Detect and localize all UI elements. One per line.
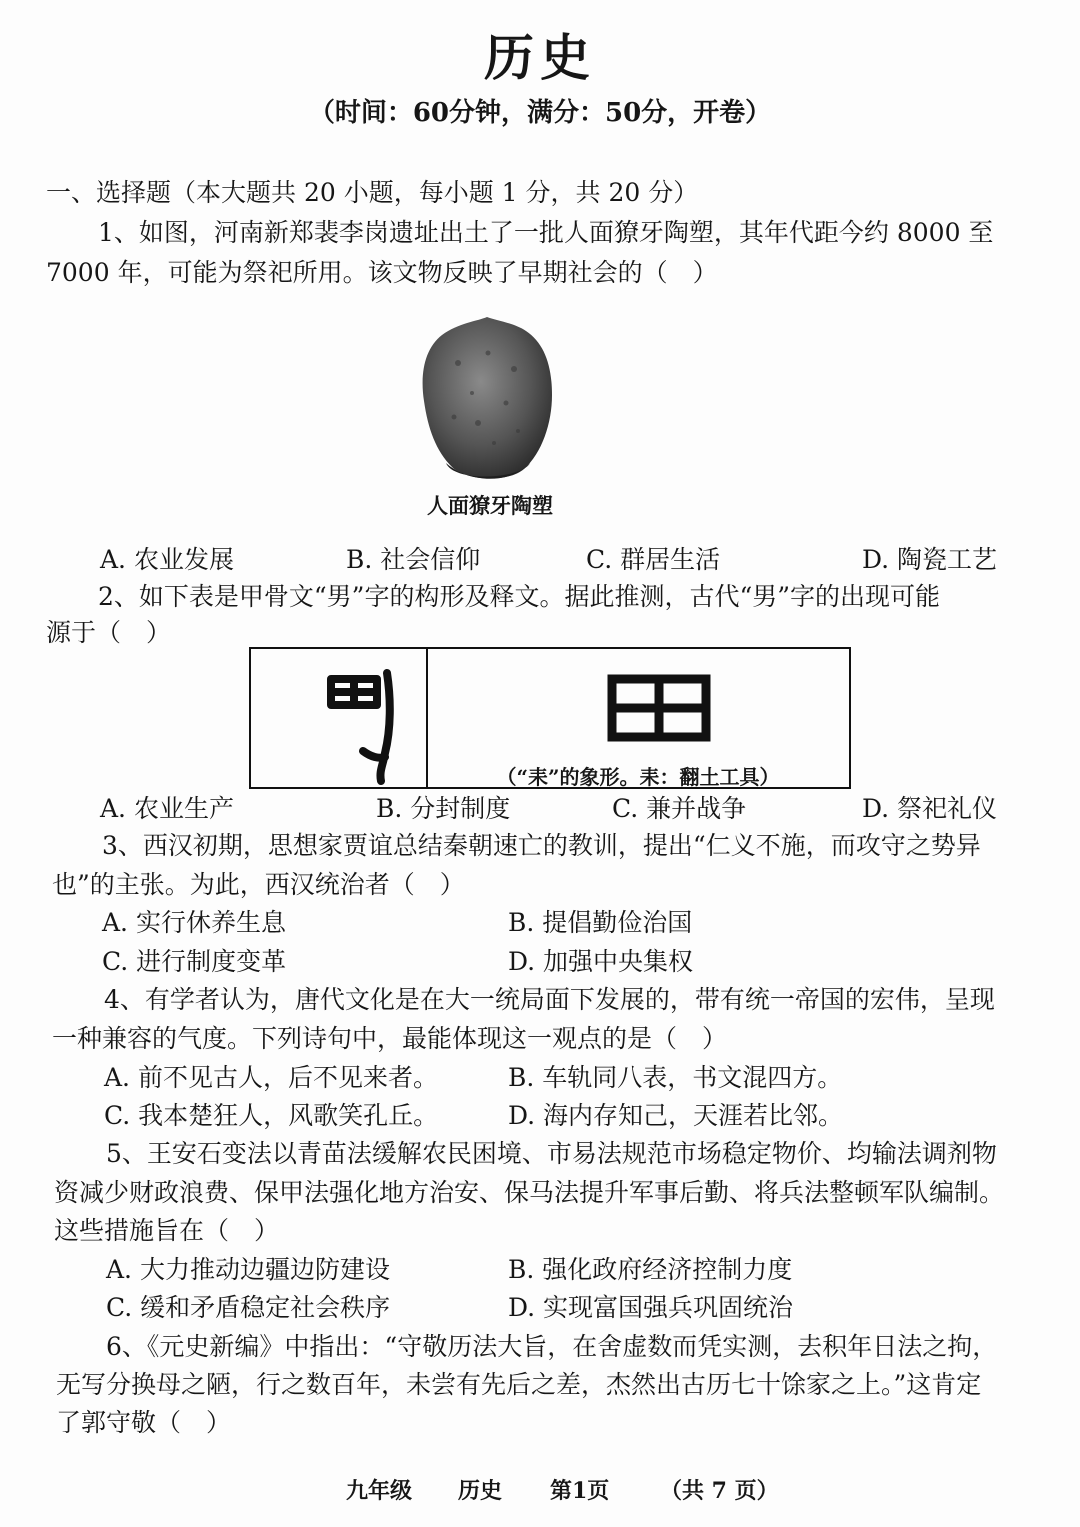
- q1-stem-line2: 7000 年，可能为祭祀所用。该文物反映了早期社会的（ ）: [46, 258, 718, 287]
- q2-stem-line2: 源于（ ）: [46, 618, 172, 647]
- q5-option-a[interactable]: A. 大力推动边疆边防建设: [106, 1255, 390, 1284]
- q3-option-d[interactable]: D. 加强中央集权: [508, 947, 694, 976]
- artifact-pottery-image: [418, 313, 556, 491]
- oracle-male-glyph: [251, 649, 426, 787]
- q2-option-b[interactable]: B. 分封制度: [376, 794, 511, 823]
- footer-total-pages: （共 7 页）: [660, 1478, 779, 1504]
- q1-option-c[interactable]: C. 群居生活: [586, 545, 721, 574]
- footer-page-number: 第1页: [550, 1478, 610, 1504]
- q5-option-b[interactable]: B. 强化政府经济控制力度: [508, 1255, 793, 1284]
- q3-stem-line2: 也”的主张。为此，西汉统治者（ ）: [52, 870, 465, 899]
- q4-stem-line2: 一种兼容的气度。下列诗句中，最能体现这一观点的是（ ）: [52, 1024, 728, 1053]
- q4-option-a[interactable]: A. 前不见古人，后不见来者。: [104, 1063, 438, 1092]
- exam-info: （时间：60分钟，满分：50分，开卷）: [308, 98, 772, 128]
- q3-option-c[interactable]: C. 进行制度变革: [102, 947, 287, 976]
- q4-option-b[interactable]: B. 车轨同八表，书文混四方。: [508, 1063, 843, 1092]
- section-heading: 一、选择题（本大题共 20 小题，每小题 1 分，共 20 分）: [46, 178, 699, 207]
- q5-option-c[interactable]: C. 缓和矛盾稳定社会秩序: [106, 1293, 391, 1322]
- q1-option-d[interactable]: D. 陶瓷工艺: [862, 545, 998, 574]
- q3-option-b[interactable]: B. 提倡勤俭治国: [508, 908, 693, 937]
- q5-option-d[interactable]: D. 实现富国强兵巩固统治: [508, 1293, 794, 1322]
- table-caption: （“耒”的象形。耒：翻土工具）: [496, 765, 780, 789]
- footer-subject: 历史: [458, 1478, 503, 1504]
- q4-option-c[interactable]: C. 我本楚狂人，风歌笑孔丘。: [104, 1101, 439, 1130]
- q3-option-a[interactable]: A. 实行休养生息: [102, 908, 286, 937]
- q6-stem-line3: 了郭守敬（ ）: [56, 1408, 232, 1437]
- q3-stem-line1: 3、西汉初期，思想家贾谊总结秦朝速亡的教训，提出“仁义不施，而攻守之势异: [102, 831, 981, 860]
- q1-option-a[interactable]: A. 农业发展: [100, 545, 234, 574]
- q1-option-b[interactable]: B. 社会信仰: [346, 545, 481, 574]
- q2-option-c[interactable]: C. 兼并战争: [612, 794, 747, 823]
- q4-stem-line1: 4、有学者认为，唐代文化是在大一统局面下发展的，带有统一帝国的宏伟，呈现: [104, 985, 995, 1014]
- q2-option-a[interactable]: A. 农业生产: [100, 794, 234, 823]
- q5-stem-line2: 资减少财政浪费、保甲法强化地方治安、保马法提升军事后勤、将兵法整顿军队编制。: [54, 1178, 1005, 1207]
- q6-stem-line2: 无写分换母之陋，行之数百年，未尝有先后之差，杰然出古历七十馀家之上。”这肯定: [56, 1370, 982, 1399]
- oracle-field-glyph: [428, 649, 849, 759]
- q2-option-d[interactable]: D. 祭祀礼仪: [862, 794, 998, 823]
- oracle-field-glyph-cell: [428, 649, 849, 787]
- q5-stem-line3: 这些措施旨在（ ）: [54, 1216, 280, 1245]
- q2-stem-line1: 2、如下表是甲骨文“男”字的构形及释文。据此推测，古代“男”字的出现可能: [98, 582, 941, 611]
- page-title: 历史: [484, 28, 596, 87]
- page-footer: [0, 1474, 1080, 1508]
- q5-stem-line1: 5、王安石变法以青苗法缓解农民困境、市易法规范市场稳定物价、均输法调剂物: [106, 1139, 997, 1168]
- oracle-male-glyph-cell: [251, 649, 426, 787]
- artifact-caption: 人面獠牙陶塑: [427, 493, 553, 518]
- q4-option-d[interactable]: D. 海内存知己，天涯若比邻。: [508, 1101, 844, 1130]
- q1-stem-line1: 1、如图，河南新郑裴李岗遗址出土了一批人面獠牙陶塑，其年代距今约 8000 至: [98, 218, 994, 247]
- q6-stem-line1: 6、《元史新编》中指出：“守敬历法大旨，在舍虚数而凭实测，去积年日法之拘，: [106, 1332, 998, 1361]
- footer-grade: 九年级: [346, 1478, 413, 1504]
- oracle-bone-table: [249, 647, 851, 789]
